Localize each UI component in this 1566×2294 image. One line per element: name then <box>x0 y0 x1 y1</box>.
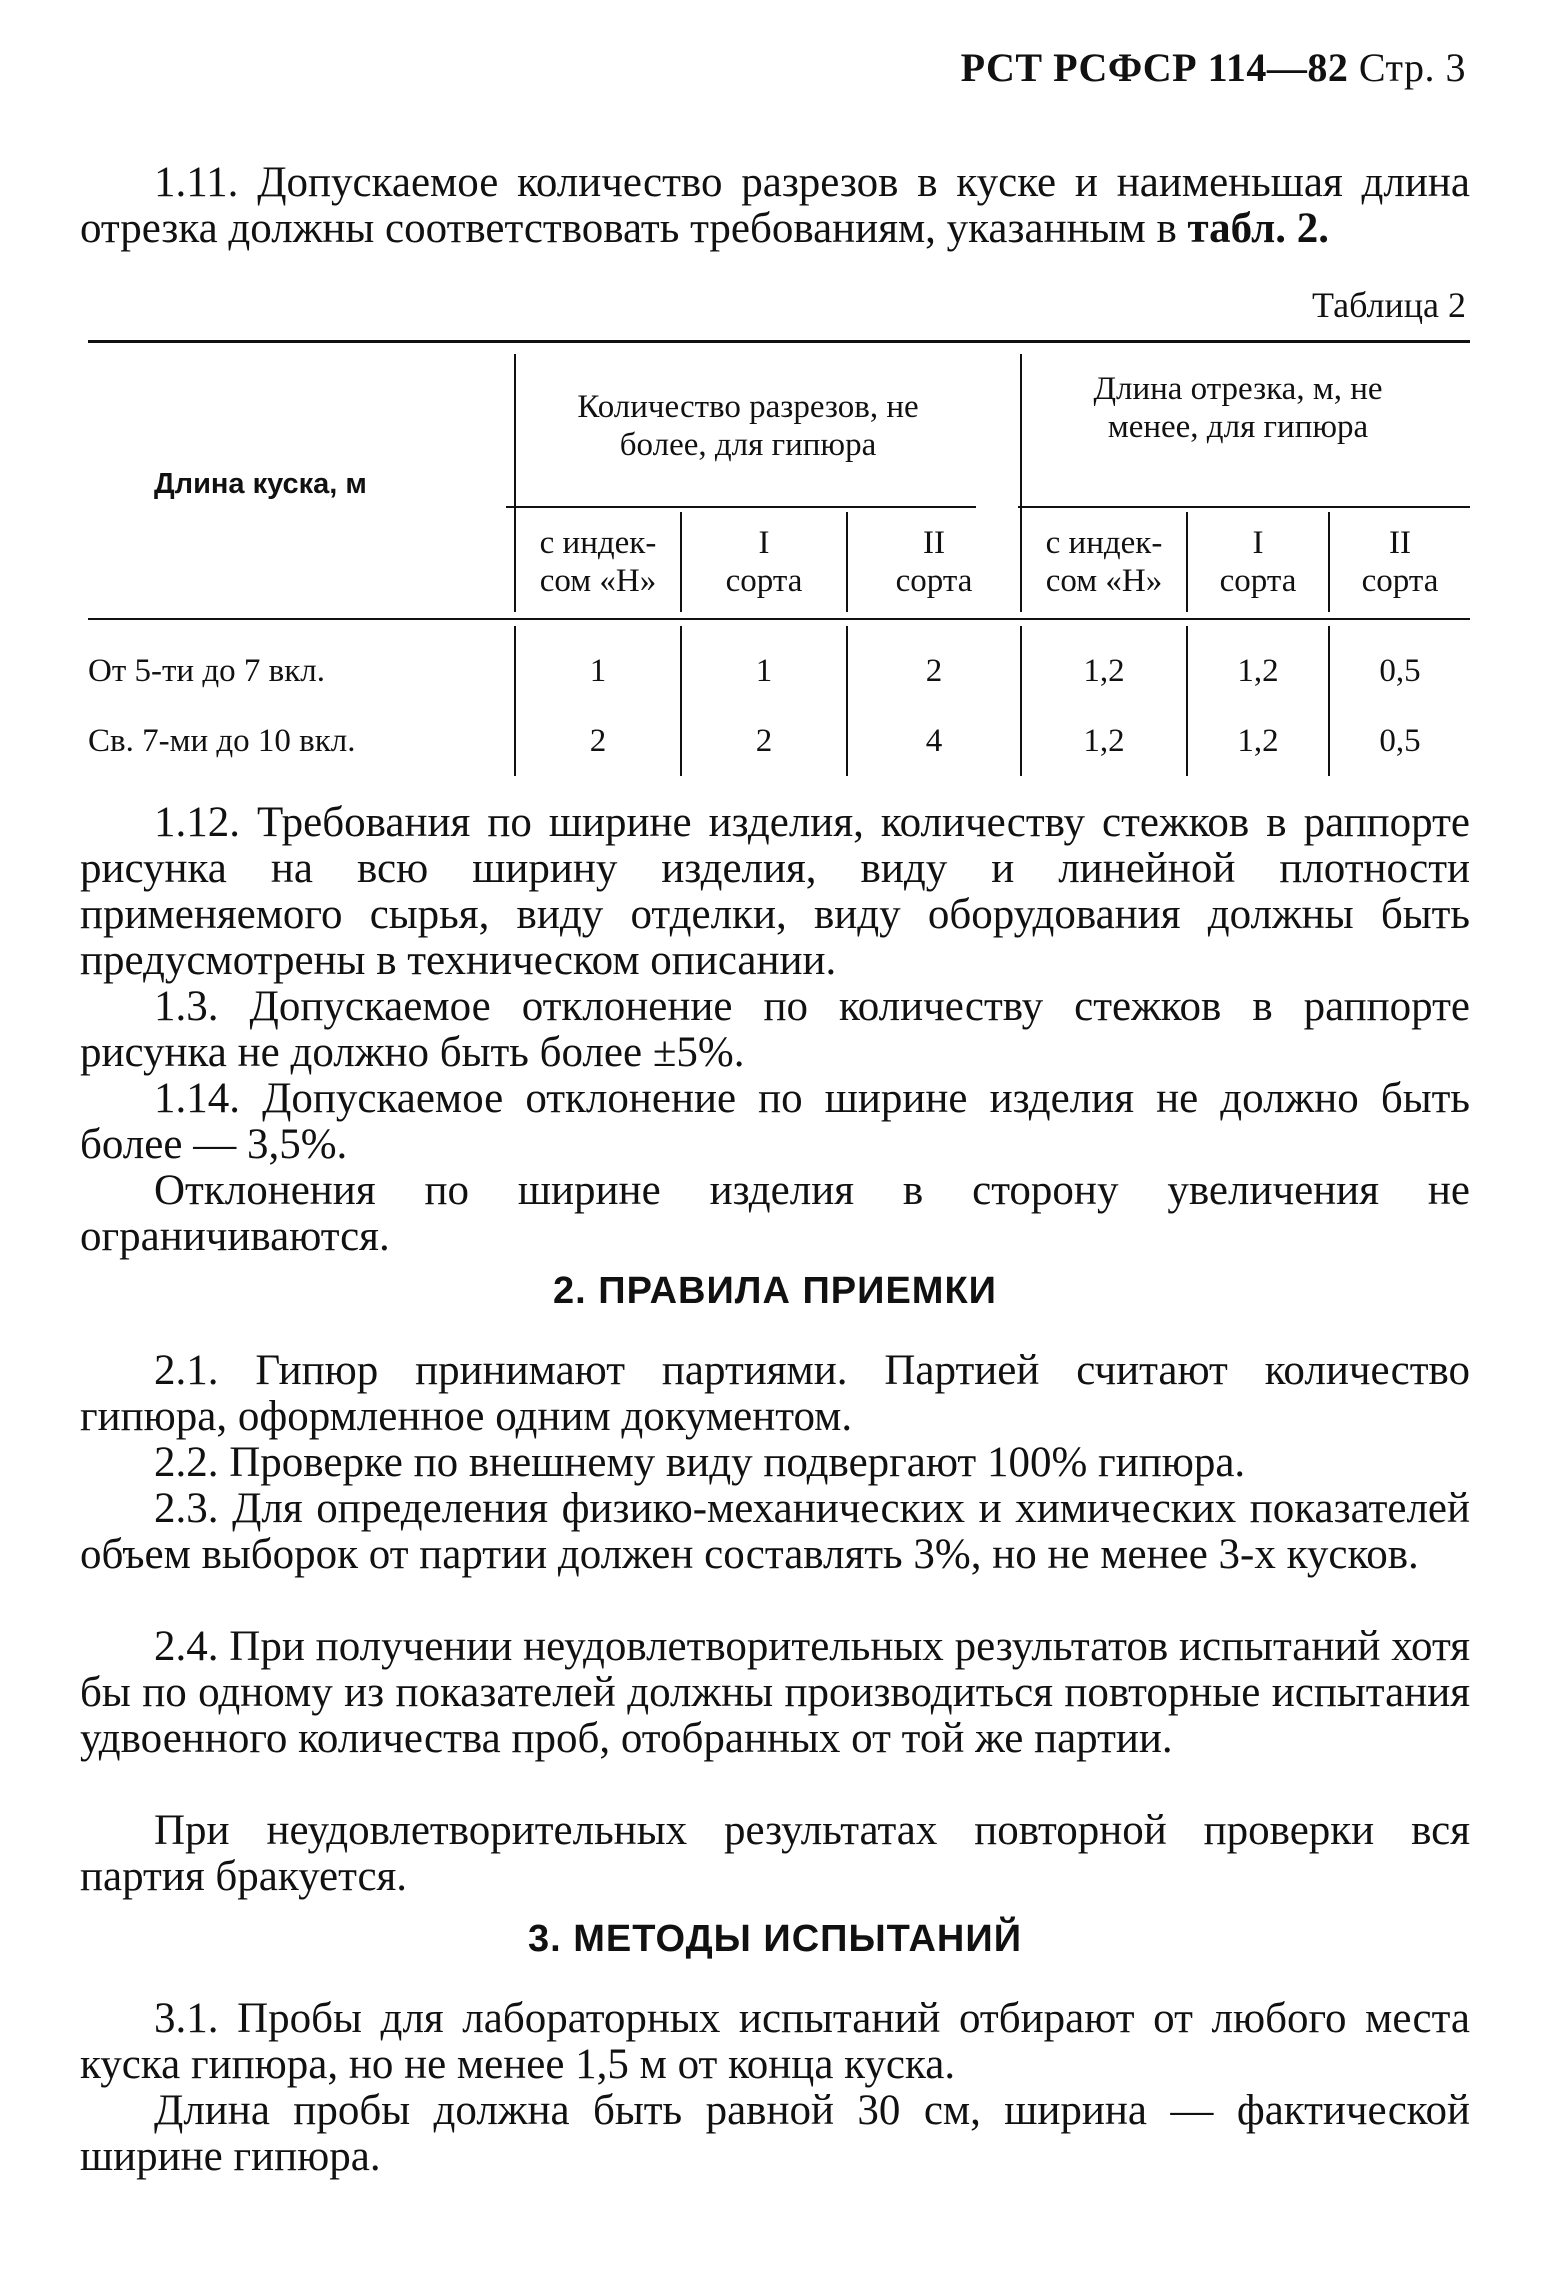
table-cell: 2 <box>589 723 607 759</box>
table-cell: 2 <box>925 653 943 689</box>
row-header-label: Длина куска, м <box>154 468 367 500</box>
subheader-grade-2-2: II сорта <box>1361 525 1439 599</box>
paragraph-3-1: 3.1. Пробы для лабораторных испытаний отбирают от любого места куска гипюра, но не менее 1,5 м от конца куска. <box>80 1995 1470 2088</box>
paragraph-3-1-note: Длина пробы должна быть равной 30 см, ширина — фактической ширине гипюра. <box>80 2087 1470 2180</box>
paragraph-2-1: 2.1. Гипюр принимают партиями. Партией считают количество гипюра, оформленное одним документом. <box>80 1347 1470 1440</box>
paragraph-1-11: 1.11. Допускаемое количество разрезов в куске и наименьшая длина отрезка должны соответствовать требованиям, указанным в табл. 2. <box>80 159 1470 252</box>
table-cell: 4 <box>925 723 943 759</box>
subheader-grade-2-1: II сорта <box>895 525 973 599</box>
table-cell: 1 <box>755 653 773 689</box>
table-cell: 1,2 <box>1083 653 1125 689</box>
table-cell: 1,2 <box>1237 653 1279 689</box>
table-cell: 1 <box>589 653 607 689</box>
group-header-length: Длина отрезка, м, не менее, для гипюра <box>1093 371 1383 445</box>
paragraph-1-3: 1.3. Допускаемое отклонение по количеству стежков в раппорте рисунка не должно быть более ±5%. <box>80 983 1470 1076</box>
paragraph-2-4-note: При неудовлетворительных результатах повторной проверки вся партия бракуется. <box>80 1807 1470 1900</box>
page-header <box>961 44 1466 91</box>
subheader-grade-1-2: I сорта <box>1219 525 1297 599</box>
row-1-label: От 5-ти до 7 вкл. <box>88 653 325 689</box>
table-caption: Таблица 2 <box>1312 285 1466 325</box>
table-cell: 1,2 <box>1237 723 1279 759</box>
table-cell: 0,5 <box>1379 723 1421 759</box>
paragraph-2-2: 2.2. Проверке по внешнему виду подвергают 100% гипюра. <box>154 1439 1246 1486</box>
paragraph-1-14-note: Отклонения по ширине изделия в сторону увеличения не ограничиваются. <box>80 1167 1470 1260</box>
row-2-label: Св. 7-ми до 10 вкл. <box>88 723 356 759</box>
paragraph-2-4: 2.4. При получении неудовлетворительных результатов испытаний хотя бы по одному из показателей должны производиться повторные испытания удвоенного количества проб, отобранных от той же партии. <box>80 1623 1470 1762</box>
group-header-cuts: Количество разрезов, не более, для гипюра <box>577 389 919 463</box>
table-cell: 1,2 <box>1083 723 1125 759</box>
section-heading-acceptance: 2. ПРАВИЛА ПРИЕМКИ <box>553 1270 997 1312</box>
table-2 <box>88 340 1470 780</box>
paragraph-2-3: 2.3. Для определения физико-механических и химических показателей объем выборок от партии должен составлять 3%, но не менее 3-х кусков. <box>80 1485 1470 1578</box>
table-cell: 0,5 <box>1379 653 1421 689</box>
paragraph-1-14: 1.14. Допускаемое отклонение по ширине изделия не должно быть более — 3,5%. <box>80 1075 1470 1168</box>
page-number: Стр. 3 <box>1358 45 1466 90</box>
paragraph-1-12: 1.12. Требования по ширине изделия, количеству стежков в раппорте рисунка на всю ширину изделия, виду и линейной плотности применяемого сырья, виду отделки, виду оборудования должны быть предусмотрены в техническом описании. <box>80 799 1470 984</box>
table-reference: табл. 2. <box>1187 205 1329 252</box>
subheader-index-h-2: с индек- сом «Н» <box>1045 525 1163 599</box>
subheader-grade-1-1: I сорта <box>725 525 803 599</box>
table-cell: 2 <box>755 723 773 759</box>
section-heading-test-methods: 3. МЕТОДЫ ИСПЫТАНИЙ <box>528 1918 1022 1960</box>
subheader-index-h-1: с индек- сом «Н» <box>539 525 657 599</box>
standard-title: РСТ РСФСР 114—82 <box>960 45 1349 90</box>
